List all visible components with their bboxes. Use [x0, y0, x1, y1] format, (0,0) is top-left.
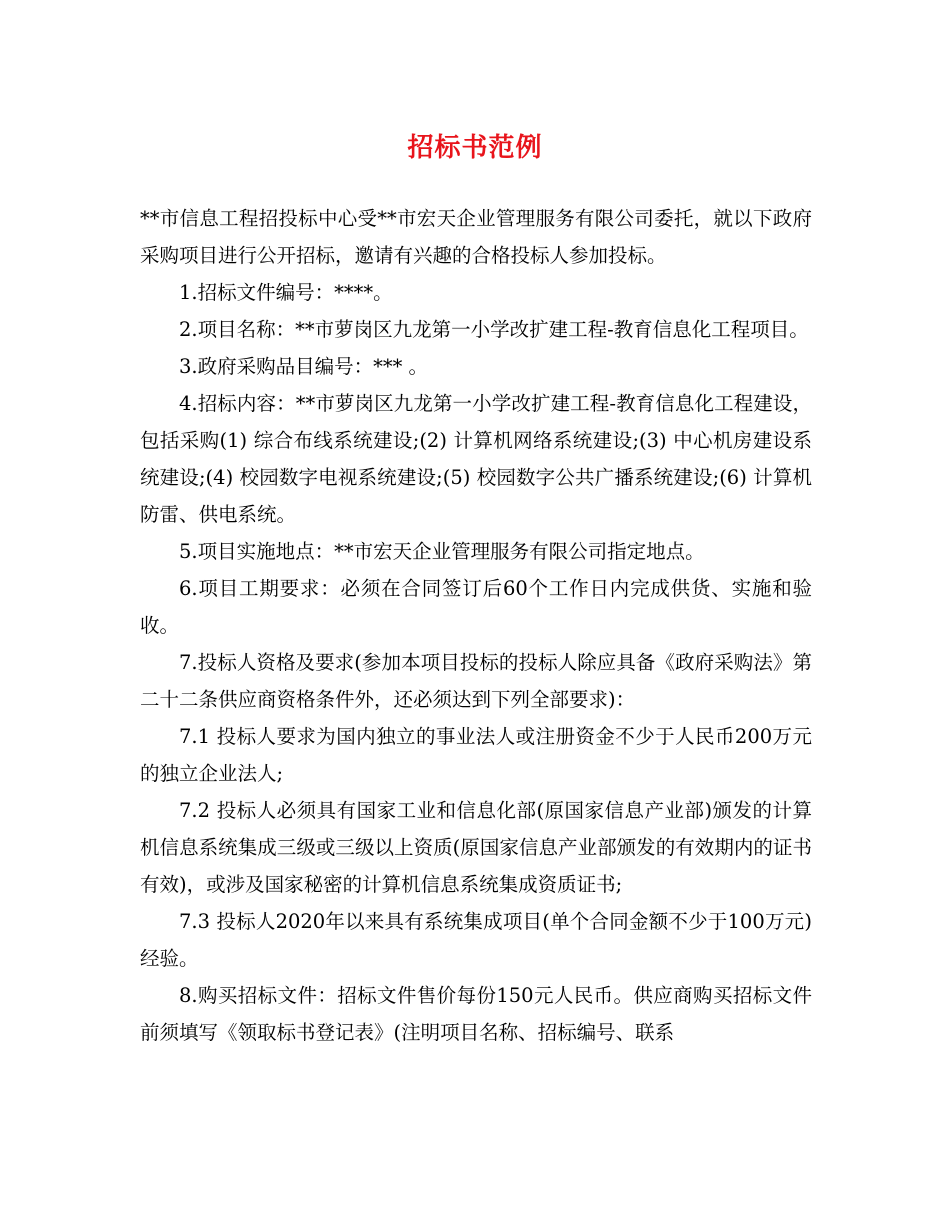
paragraph-bid-number: 1.招标文件编号：****。: [179, 281, 393, 304]
paragraph-requirement-7-3: 7.3 投标人2020年以来具有系统集成项目(单个合同金额不少于100万元)经验。: [140, 910, 812, 970]
paragraph-purchase-documents: 8.购买招标文件：招标文件售价每份150元人民币。供应商购买招标文件前须填写《领取标书登记表》(注明项目名称、招标编号、联系: [140, 984, 812, 1044]
paragraph-bid-content: 4.招标内容：**市萝岗区九龙第一小学改扩建工程-教育信息化工程建设，包括采购(1) 综合布线系统建设;(2) 计算机网络系统建设;(3) 中心机房建设系统建设;(4) 校园数字电视系统建设;(5) 校园数字公共广播系统建设;(6) 计算机防雷、供电系统。: [140, 392, 812, 526]
document-body: [140, 200, 812, 1051]
paragraph-requirement-7-1: 7.1 投标人要求为国内独立的事业法人或注册资金不少于人民币200万元的独立企业法人;: [140, 725, 812, 785]
paragraph-schedule: 6.项目工期要求：必须在合同签订后60个工作日内完成供货、实施和验收。: [140, 577, 812, 637]
paragraph-item-number: 3.政府采购品目编号：*** 。: [179, 355, 429, 378]
paragraph-requirement-7-2: 7.2 投标人必须具有国家工业和信息化部(原国家信息产业部)颁发的计算机信息系统集成三级或三级以上资质(原国家信息产业部颁发的有效期内的证书有效)，或涉及国家秘密的计算机信息系统集成资质证书;: [140, 799, 812, 896]
document-title: 招标书范例: [407, 133, 543, 163]
paragraph-project-name: 2.项目名称：**市萝岗区九龙第一小学改扩建工程-教育信息化工程项目。: [179, 318, 809, 341]
paragraph-location: 5.项目实施地点：**市宏天企业管理服务有限公司指定地点。: [179, 540, 705, 563]
paragraph-qualifications: 7.投标人资格及要求(参加本项目投标的投标人除应具备《政府采购法》第二十二条供应商资格条件外，还必须达到下列全部要求)：: [140, 651, 812, 711]
intro-paragraph: **市信息工程招投标中心受**市宏天企业管理服务有限公司委托，就以下政府采购项目进行公开招标，邀请有兴趣的合格投标人参加投标。: [140, 207, 812, 267]
